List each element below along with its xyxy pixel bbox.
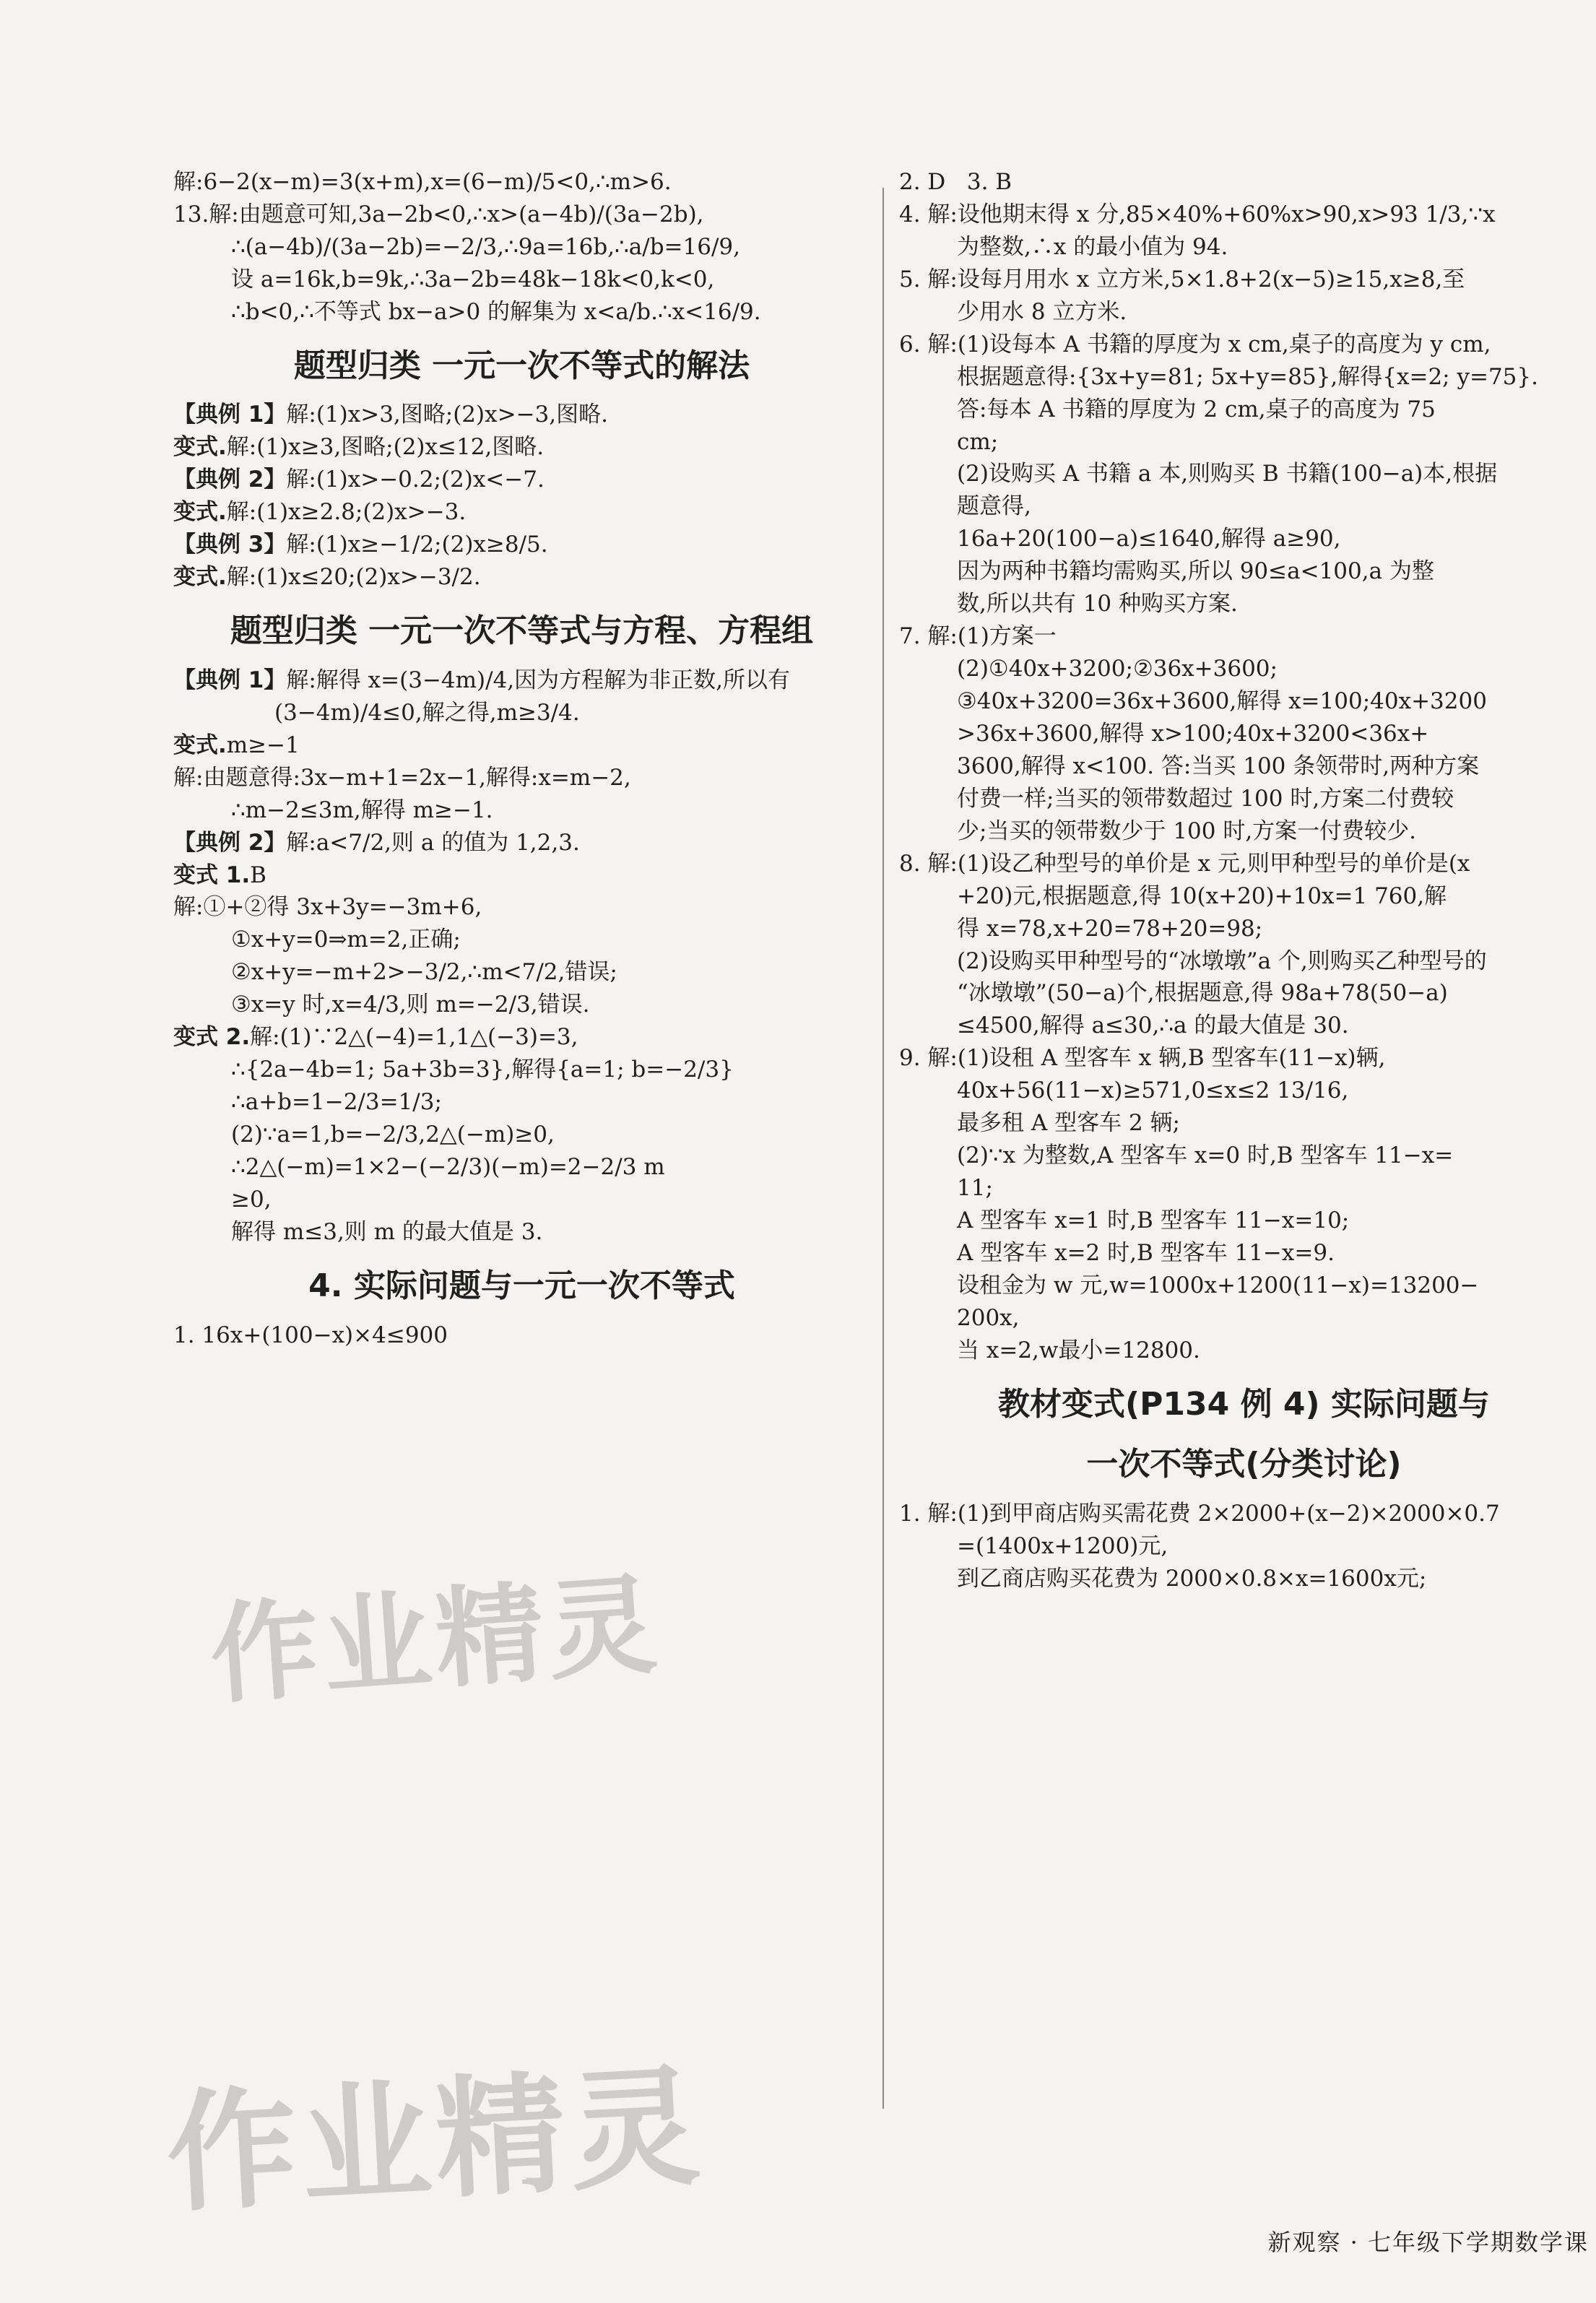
answer-text: ②x+y=−m+2>−3/2,∴m<7/2,错误; — [231, 959, 617, 986]
answer-line — [899, 653, 1589, 685]
answer-text: 设 a=16k,b=9k,∴3a−2b=48k−18k<0,k<0, — [231, 266, 715, 292]
answer-line — [899, 1010, 1589, 1042]
answer-text: 3600,解得 x<100. 答:当买 100 条领带时,两种方案 — [957, 753, 1480, 779]
answer-text: 解:(1)x≤20;(2)x>−3/2. — [226, 564, 481, 591]
answer-text: ①x+y=0⇒m=2,正确; — [231, 927, 461, 953]
example-tag: 【典例 2】 — [173, 829, 287, 856]
answer-text: ③x=y 时,x=4/3,则 m=−2/3,错误. — [231, 992, 590, 1018]
answer-text: B — [250, 862, 266, 888]
answer-line — [173, 296, 870, 329]
example-tag: 【典例 3】 — [173, 532, 287, 558]
answer-text: 200x, — [957, 1304, 1020, 1331]
answer-text: 4. 解:设他期末得 x 分,85×40%+60%x>90,x>93 1/3,∵x — [899, 201, 1496, 227]
answer-text: +20)元,根据题意,得 10(x+20)+10x=1 760,解 — [957, 882, 1447, 909]
answer-text: 最多租 A 型客车 2 辆; — [957, 1110, 1180, 1137]
answer-line — [173, 1054, 870, 1086]
answer-line — [173, 1151, 870, 1184]
answer-line — [899, 783, 1589, 815]
answer-line — [173, 496, 870, 529]
answer-text: 少用水 8 立方米. — [957, 298, 1127, 325]
answer-line — [899, 848, 1589, 880]
answer-line — [173, 859, 870, 892]
answer-line — [899, 1335, 1589, 1367]
example-tag: 【典例 2】 — [173, 467, 287, 493]
answer-text: 为整数,∴x 的最小值为 94. — [957, 233, 1228, 260]
answer-text: 解:(1)x>3,图略;(2)x>−3,图略. — [286, 402, 608, 428]
answer-text: ∴b<0,∴不等式 bx−a>0 的解集为 x<a/b.∴x<16/9. — [231, 298, 761, 325]
answer-text: 40x+56(11−x)≥571,0≤x≤2 13/16, — [957, 1077, 1349, 1104]
answer-text: 9. 解:(1)设租 A 型客车 x 辆,B 型客车(11−x)辆, — [899, 1045, 1386, 1072]
answer-line — [899, 1140, 1589, 1172]
answer-text: 到乙商店购买花费为 2000×0.8×x=1600x元; — [957, 1566, 1427, 1592]
section-heading: 4. 实际问题与一元一次不等式 — [308, 1267, 735, 1304]
answer-line — [899, 1075, 1589, 1107]
example-tag: 【典例 1】 — [173, 402, 287, 428]
answer-line — [899, 1205, 1589, 1237]
answer-line — [173, 956, 870, 989]
answer-text: ≥0, — [231, 1186, 272, 1213]
answer-line — [899, 458, 1589, 490]
answer-text: cm; — [957, 428, 999, 455]
answer-text: “冰墩墩”(50−a)个,根据题意,得 98a+78(50−a) — [957, 980, 1448, 1007]
watermark-upper: 作业精灵 — [206, 1562, 665, 1719]
answer-line — [173, 399, 870, 431]
answer-line — [899, 329, 1589, 361]
answer-text: (2)设购买 A 书籍 a 本,则购买 B 书籍(100−a)本,根据 — [957, 461, 1498, 487]
left-column — [173, 166, 870, 1352]
answer-text: 7. 解:(1)方案一 — [899, 623, 1057, 650]
answer-text: 13.解:由题意可知,3a−2b<0,∴x>(a−4b)/(3a−2b), — [173, 201, 704, 227]
answer-text: 解:a<7/2,则 a 的值为 1,2,3. — [286, 829, 580, 856]
answer-text: >36x+3600,解得 x>100;40x+3200<36x+ — [957, 720, 1429, 747]
column-divider — [882, 188, 884, 2109]
answer-text: A 型客车 x=1 时,B 型客车 11−x=10; — [957, 1207, 1350, 1233]
answer-line — [899, 685, 1589, 718]
answer-text: 解:解得 x=(3−4m)/4,因为方程解为非正数,所以有 — [286, 667, 791, 693]
answer-line — [173, 464, 870, 496]
answer-text: ③40x+3200=36x+3600,解得 x=100;40x+3200 — [957, 688, 1487, 714]
answer-line — [899, 231, 1589, 264]
answer-text: 1. 解:(1)到甲商店购买需花费 2×2000+(x−2)×2000×0.7 — [899, 1501, 1500, 1527]
answer-text: 16a+20(100−a)≤1640,解得 a≥90, — [957, 526, 1341, 552]
answer-line — [899, 1107, 1589, 1140]
example-tag: 变式. — [173, 434, 227, 461]
answer-text: ≤4500,解得 a≤30,∴a 的最大值是 30. — [957, 1012, 1349, 1039]
example-tag: 变式. — [173, 564, 227, 591]
answer-line — [173, 1216, 870, 1249]
example-tag: 变式. — [173, 732, 227, 758]
answer-line — [173, 1086, 870, 1119]
section-heading: 题型归类 一元一次不等式与方程、方程组 — [230, 612, 814, 650]
answer-line — [173, 697, 870, 729]
answer-line — [899, 977, 1589, 1010]
answer-line — [173, 762, 870, 794]
answer-text: (3−4m)/4≤0,解之得,m≥3/4. — [274, 699, 580, 726]
answer-text: 根据题意得:{3x+y=81; 5x+y=85},解得{x=2; y=75}. — [957, 363, 1538, 390]
answer-line — [173, 1319, 870, 1352]
answer-text: 当 x=2,w最小=12800. — [957, 1337, 1200, 1363]
answer-line — [173, 1184, 870, 1216]
right-column — [899, 166, 1589, 1595]
answer-text: 答:每本 A 书籍的厚度为 2 cm,桌子的高度为 75 — [957, 396, 1436, 422]
answer-text: 11; — [957, 1175, 993, 1202]
answer-line — [173, 166, 870, 199]
answer-line — [899, 1270, 1589, 1302]
answer-text: 8. 解:(1)设乙种型号的单价是 x 元,则甲种型号的单价是(x — [899, 850, 1470, 877]
answer-line — [899, 815, 1589, 848]
answer-line — [173, 989, 870, 1021]
answer-text: 解:(1)x>−0.2;(2)x<−7. — [286, 467, 545, 493]
answer-line — [173, 561, 870, 594]
answer-text: (2)①40x+3200;②36x+3600; — [957, 656, 1278, 682]
answer-text: (2)设购买甲种型号的“冰墩墩”a 个,则购买乙种型号的 — [957, 947, 1487, 974]
answer-line — [899, 264, 1589, 296]
answer-text: A 型客车 x=2 时,B 型客车 11−x=9. — [957, 1239, 1335, 1266]
answer-line — [173, 924, 870, 956]
answer-line — [899, 394, 1589, 426]
example-tag: 变式 1. — [173, 862, 251, 888]
answer-line — [899, 523, 1589, 555]
example-tag: 【典例 1】 — [173, 667, 287, 693]
answer-line — [899, 490, 1589, 523]
answer-text: 6. 解:(1)设每本 A 书籍的厚度为 x cm,桌子的高度为 y cm, — [899, 331, 1491, 357]
answer-text: =(1400x+1200)元, — [957, 1533, 1168, 1560]
answer-text: (2)∵a=1,b=−2/3,2△(−m)≥0, — [231, 1122, 555, 1148]
section-heading: 教材变式(P134 例 4) 实际问题与 — [998, 1385, 1490, 1423]
answer-line — [173, 199, 870, 231]
answer-text: 解:由题意得:3x−m+1=2x−1,解得:x=m−2, — [173, 764, 631, 791]
page-footer: 新观察 · 七年级下学期数学课 — [1267, 2229, 1589, 2256]
answer-text: ∴{2a−4b=1; 5a+3b=3},解得{a=1; b=−2/3} — [231, 1057, 734, 1083]
answer-line — [899, 1172, 1589, 1205]
answer-text: ∴2△(−m)=1×2−(−2/3)(−m)=2−2/3 m — [231, 1153, 665, 1180]
answer-line — [173, 827, 870, 859]
answer-text: 1. 16x+(100−x)×4≤900 — [173, 1322, 448, 1348]
watermark-lower: 作业精灵 — [162, 2051, 708, 2231]
answer-text: ∴m−2≤3m,解得 m≥−1. — [231, 797, 493, 823]
answer-text: 少;当买的领带数少于 100 时,方案一付费较少. — [957, 817, 1417, 844]
answer-line — [173, 664, 870, 697]
answer-line — [173, 264, 870, 296]
answer-text: 解:(1)x≥3,图略;(2)x≤12,图略. — [226, 434, 545, 461]
answer-line — [899, 750, 1589, 783]
answer-text: 付费一样;当买的领带数超过 100 时,方案二付费较 — [957, 785, 1454, 812]
example-tag: 变式 2. — [173, 1024, 251, 1051]
answer-text: 2. D 3. B — [899, 169, 1012, 195]
section-heading: 题型归类 一元一次不等式的解法 — [293, 347, 750, 384]
answer-line — [899, 166, 1589, 199]
answer-text: ∴a+b=1−2/3=1/3; — [231, 1089, 442, 1116]
answer-text: 解:(1)x≥−1/2;(2)x≥8/5. — [286, 532, 548, 558]
answer-line — [899, 296, 1589, 329]
answer-line — [899, 426, 1589, 459]
answer-line — [173, 891, 870, 924]
answer-line — [173, 431, 870, 464]
answer-text: 因为两种书籍均需购买,所以 90≤a<100,a 为整 — [957, 558, 1434, 585]
answer-line — [899, 1530, 1589, 1563]
answer-line — [173, 529, 870, 561]
answer-line — [899, 1042, 1589, 1075]
answer-line — [899, 945, 1589, 978]
answer-line — [173, 1021, 870, 1054]
answer-line — [899, 620, 1589, 653]
answer-line — [173, 1119, 870, 1151]
answer-text: 解:6−2(x−m)=3(x+m),x=(6−m)/5<0,∴m>6. — [173, 169, 672, 195]
answer-text: 数,所以共有 10 种购买方案. — [957, 591, 1238, 617]
answer-line — [899, 199, 1589, 231]
answer-text: 解:(1)∵2△(−4)=1,1△(−3)=3, — [250, 1024, 578, 1051]
answer-text: (2)∵x 为整数,A 型客车 x=0 时,B 型客车 11−x= — [957, 1142, 1454, 1169]
answer-line — [899, 913, 1589, 945]
answer-line — [899, 1237, 1589, 1270]
answer-line — [899, 1563, 1589, 1595]
answer-line — [899, 361, 1589, 394]
answer-text: 解:①+②得 3x+3y=−3m+6, — [173, 894, 482, 921]
answer-line — [899, 1498, 1589, 1530]
answer-line — [173, 729, 870, 762]
answer-line — [899, 588, 1589, 620]
section-heading: 一次不等式(分类讨论) — [1086, 1446, 1402, 1483]
answer-text: 题意得, — [957, 493, 1031, 520]
answer-line — [173, 231, 870, 264]
answer-text: 解得 m≤3,则 m 的最大值是 3. — [231, 1218, 543, 1245]
answer-text: 设租金为 w 元,w=1000x+1200(11−x)=13200− — [957, 1272, 1479, 1298]
answer-text: 5. 解:设每月用水 x 立方米,5×1.8+2(x−5)≥15,x≥8,至 — [899, 266, 1465, 292]
answer-text: 得 x=78,x+20=78+20=98; — [957, 915, 1263, 942]
answer-line — [899, 555, 1589, 588]
answer-line — [899, 1302, 1589, 1335]
answer-line — [899, 880, 1589, 913]
answer-text: ∴(a−4b)/(3a−2b)=−2/3,∴9a=16b,∴a/b=16/9, — [231, 233, 740, 260]
example-tag: 变式. — [173, 499, 227, 526]
answer-line — [173, 794, 870, 827]
answer-text: m≥−1 — [226, 732, 300, 758]
answer-line — [899, 718, 1589, 750]
answer-text: 解:(1)x≥2.8;(2)x>−3. — [226, 499, 467, 526]
